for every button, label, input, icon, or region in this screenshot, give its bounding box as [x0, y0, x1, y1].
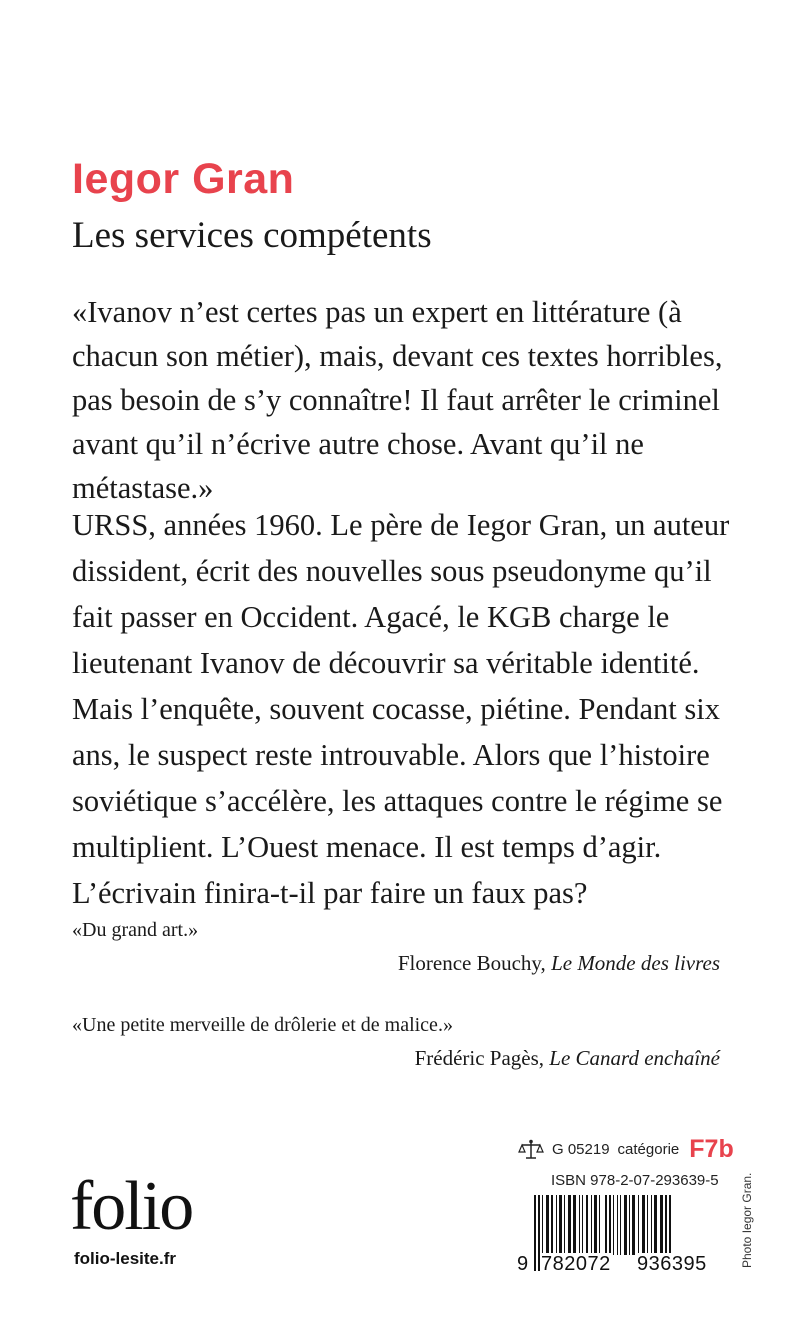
- review-quote-2: «Une petite merveille de drôlerie et de malice.»: [72, 1014, 453, 1036]
- catalog-line: [518, 1135, 734, 1164]
- review-source-2: [415, 1046, 720, 1071]
- barcode-bar: [573, 1195, 576, 1255]
- barcode-bar: [559, 1195, 562, 1255]
- review-publication-1: Le Monde des livres: [551, 951, 720, 975]
- barcode-bar: [599, 1195, 600, 1255]
- barcode-bar: [579, 1195, 580, 1255]
- folio-scales-icon: [518, 1139, 544, 1161]
- barcode-bar: [660, 1195, 663, 1255]
- review-quote-1: «Du grand art.»: [72, 919, 199, 941]
- category-code: F7b: [689, 1135, 734, 1163]
- epigraph-quote: «Ivanov n’est certes pas un expert en littérature (à chacun son métier), mais, devant ces textes horribles, pas besoin de s’y connaître! Il faut arrêter le criminel avant qu’il n’écrive autre chose. Avant qu’il ne métastase.»: [72, 295, 723, 505]
- barcode-bar: [556, 1195, 557, 1255]
- publisher-website[interactable]: folio-lesite.fr: [74, 1249, 177, 1268]
- isbn: ISBN 978-2-07-293639-5: [551, 1172, 719, 1189]
- barcode-bar: [568, 1195, 571, 1255]
- review-critic-2: Frédéric Pagès,: [414, 1046, 545, 1070]
- photo-credit: Photo Iegor Gran.: [740, 1172, 754, 1268]
- barcode-group-2: 936395: [637, 1253, 707, 1275]
- barcode-bar: [551, 1195, 553, 1255]
- book-title: Les services compétents: [72, 215, 432, 256]
- review-publication-2: Le Canard enchaîné: [549, 1046, 720, 1070]
- barcode-bar: [617, 1195, 618, 1255]
- barcode-bar: [620, 1195, 621, 1255]
- folio-logo: folio: [70, 1168, 193, 1245]
- barcode-bar: [638, 1195, 639, 1255]
- barcode-lead-digit: 9: [517, 1253, 529, 1275]
- barcode-bar: [586, 1195, 588, 1255]
- barcode-bar: [546, 1195, 549, 1255]
- barcode-bar: [632, 1195, 635, 1255]
- barcode-bar: [582, 1195, 583, 1255]
- review-critic-1: Florence Bouchy,: [397, 951, 546, 975]
- barcode-bar: [542, 1195, 543, 1255]
- author-name: Iegor Gran: [72, 155, 295, 203]
- category-label: catégorie: [617, 1141, 680, 1158]
- barcode-bar: [654, 1195, 657, 1255]
- barcode-bar: [591, 1195, 592, 1255]
- barcode-bar: [594, 1195, 597, 1255]
- barcode-bar: [647, 1195, 648, 1255]
- barcode-bar: [613, 1195, 614, 1255]
- barcode-bar: [651, 1195, 652, 1255]
- barcode-bar: [629, 1195, 630, 1255]
- synopsis-text: URSS, années 1960. Le père de Iegor Gran, un auteur dissident, écrit des nouvelles sous pseudonyme qu’il fait passer en Occident. Agacé, le KGB charge le lieutenant Ivanov de découvrir sa véritable identité. Mais l’enquête, souvent cocasse, piétine. Pendant six ans, le suspect reste introuvable. Alors que l’histoire soviétique s’accélère, les attaques contre le régime se multiplient. L’Ouest menace. Il est temps d’agir. L’écrivain finira-t-il par faire un faux pas?: [72, 508, 730, 910]
- barcode-group-1: 782072: [541, 1253, 611, 1275]
- barcode-bar: [642, 1195, 645, 1255]
- barcode-bar: [624, 1195, 627, 1255]
- barcode-guard-bar: [534, 1195, 536, 1271]
- review-source-1: [398, 951, 720, 976]
- barcode-bar: [564, 1195, 565, 1255]
- catalog-code: G 05219: [552, 1141, 610, 1158]
